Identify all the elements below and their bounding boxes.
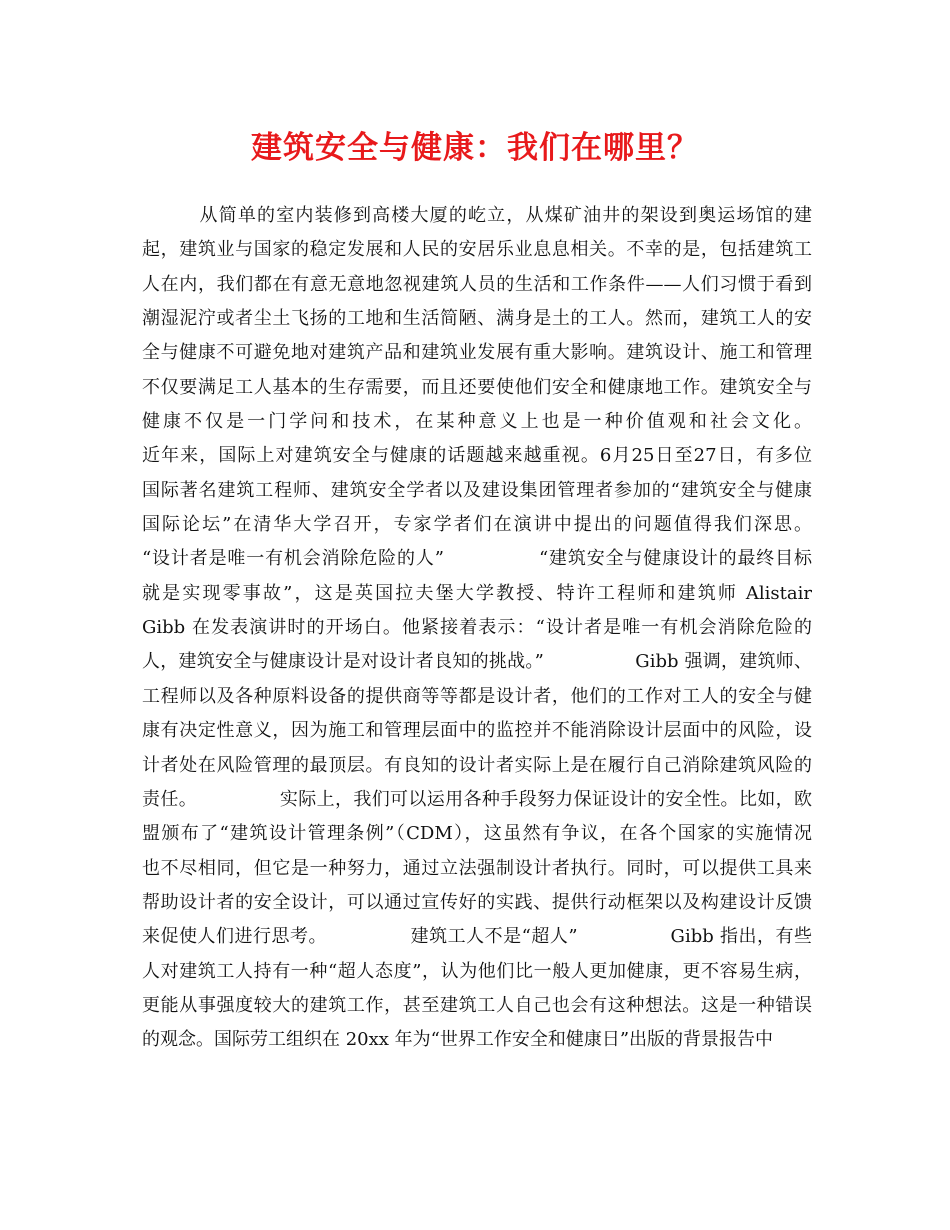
text-line: 健康不仅是一门学问和技术，在某种意义上也是一种价值观和社会文化。: [142, 411, 812, 433]
text-line: 就是实现零事故”，这是英国拉夫堡大学教授、特许工程师和建筑师 Alistair: [142, 582, 812, 604]
document-body: [142, 199, 812, 1058]
text-line: 计者处在风险管理的最顶层。有良知的设计者实际上是在履行自己消除建筑风险的: [142, 754, 812, 776]
text-line: 国际著名建筑工程师、建筑安全学者以及建设集团管理者参加的“建筑安全与健康: [142, 479, 812, 501]
text-line: 近年来，国际上对建筑安全与健康的话题越来越重视。6月25日至27日，有多位: [142, 445, 812, 467]
text-line: 更能从事强度较大的建筑工作，甚至建筑工人自己也会有这种想法。这是一种错误: [142, 994, 812, 1016]
text-line: 康有决定性意义，因为施工和管理层面中的监控并不能消除设计层面中的风险，设: [142, 720, 812, 742]
text-line: 全与健康不可避免地对建筑产品和建筑业发展有重大影响。建筑设计、施工和管理: [142, 342, 812, 364]
text-line: 工程师以及各种原料设备的提供商等等都是设计者，他们的工作对工人的安全与健: [142, 685, 812, 707]
text-line: 来促使人们进行思考。 建筑工人不是“超人” Gibb 指出，有些: [142, 926, 812, 948]
text-line: 人，建筑安全与健康设计是对设计者良知的挑战。” Gibb 强调，建筑师、: [142, 651, 812, 673]
text-line: 人对建筑工人持有一种“超人态度”，认为他们比一般人更加健康，更不容易生病，: [142, 960, 812, 982]
text-line: 也不尽相同，但它是一种努力，通过立法强制设计者执行。同时，可以提供工具来: [142, 857, 812, 879]
text-line: Gibb 在发表演讲时的开场白。他紧接着表示：“设计者是唯一有机会消除危险的: [142, 617, 812, 639]
document-title: 建筑安全与健康：我们在哪里？: [251, 130, 699, 166]
text-line: 从简单的室内装修到高楼大厦的屹立，从煤矿油井的架设到奥运场馆的建: [142, 205, 812, 226]
text-line: 人在内，我们都在有意无意地忽视建筑人员的生活和工作条件——人们习惯于看到: [142, 273, 812, 295]
text-line: “设计者是唯一有机会消除危险的人” “建筑安全与健康设计的最终目标: [142, 548, 812, 570]
text-line: 国际论坛”在清华大学召开，专家学者们在演讲中提出的问题值得我们深思。: [142, 514, 812, 536]
text-line: 责任。 实际上，我们可以运用各种手段努力保证设计的安全性。比如，欧: [142, 788, 812, 810]
text-line: 盟颁布了“建筑设计管理条例”（CDM），这虽然有争议，在各个国家的实施情况: [142, 823, 812, 845]
text-line: 帮助设计者的安全设计，可以通过宣传好的实践、提供行动框架以及构建设计反馈: [142, 891, 812, 913]
text-line: 的观念。国际劳工组织在 20xx 年为“世界工作安全和健康日”出版的背景报告中: [142, 1029, 774, 1051]
text-line: 起，建筑业与国家的稳定发展和人民的安居乐业息息相关。不幸的是，包括建筑工: [142, 239, 812, 261]
text-line: 潮湿泥泞或者尘土飞扬的工地和生活简陋、满身是土的工人。然而，建筑工人的安: [142, 308, 812, 330]
text-line: 不仅要满足工人基本的生存需要，而且还要使他们安全和健康地工作。建筑安全与: [142, 376, 812, 398]
